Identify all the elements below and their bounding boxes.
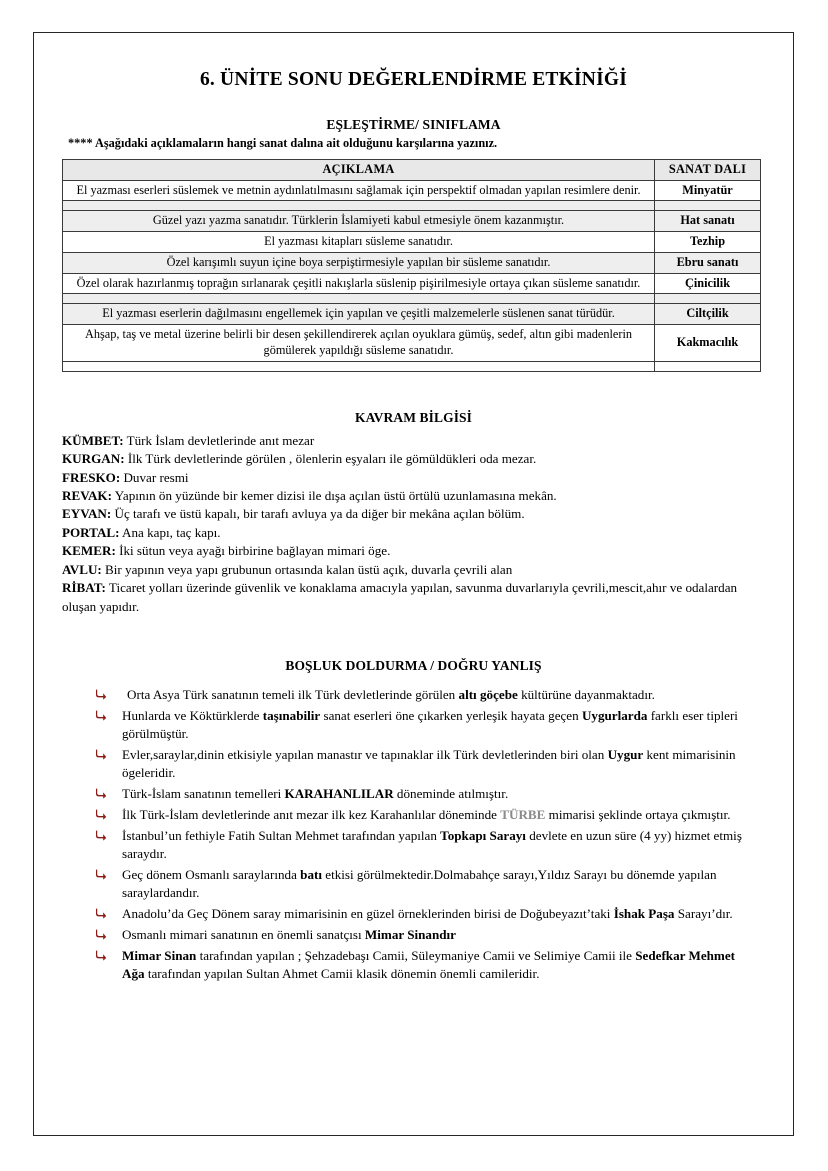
concept-term: RİBAT: [62,580,106,596]
concept-definition: İlk Türk devletlerinde görülen , ölenlerin eşyaları ile gömüldükleri oda mezar. [124,451,537,467]
list-item-text [122,867,717,900]
down-right-arrow-icon [96,865,107,880]
plain-text: tarafından yapılan Sultan Ahmet Camii klasik dönemin önemli camileridir. [144,966,540,982]
concept-entry [62,579,767,616]
plain-text: mimarisi şeklinde ortaya çıkmıştır. [545,807,731,823]
list-item [96,785,745,803]
down-right-arrow-icon [96,925,107,940]
concept-term: EYVAN: [62,506,112,522]
emphasis-text: İshak Paşa [613,906,675,922]
fill-in-blanks-list [56,686,771,983]
emphasis-text: Mimar Sinan [122,947,197,963]
table-row [63,273,761,294]
down-right-arrow-icon [96,685,107,700]
column-header-art: SANAT DALI [655,160,761,181]
section-heading-fill: BOŞLUK DOLDURMA / DOĞRU YANLIŞ [285,658,542,674]
plain-text: Osmanlı mimari sanatının en önemli sanatçısı [122,927,365,943]
emphasis-text: taşınabilir [262,707,321,723]
plain-text: kültürüne dayanmaktadır. [517,687,655,703]
concept-term: PORTAL: [62,524,120,540]
cell-art-branch: Minyatür [655,180,761,201]
list-item [96,827,745,864]
table-row [63,232,761,253]
emphasis-text: Uygurlarda [581,707,648,723]
matching-table-wrapper [56,159,771,372]
cell-art-branch: Ciltçilik [655,304,761,325]
concept-definition: Duvar resmi [120,469,189,485]
concept-term: KÜMBET: [62,432,124,448]
concept-term: REVAK: [62,487,112,503]
plain-text: sanat eserleri öne çıkarken yerleşik hayata geçen [320,707,582,723]
list-item-text [122,906,733,921]
emphasis-text: batı [300,867,322,883]
list-item [96,707,745,744]
down-right-arrow-icon [96,904,107,919]
page-frame [33,32,794,1136]
cell-art-branch: Çinicilik [655,273,761,294]
down-right-arrow-icon [96,946,107,961]
list-item-text [122,786,508,801]
plain-text: Evler,saraylar,dinin etkisiyle yapılan manastır ve tapınaklar ilk Türk devletlerinden biri olan [122,747,608,763]
plain-text: Geç dönem Osmanlı saraylarında [122,867,301,883]
table-row [63,211,761,232]
list-item-text [122,927,456,942]
page-content [34,33,793,1135]
cell-art-branch: Hat sanatı [655,211,761,232]
table-spacer-row [63,361,761,371]
list-item-text [122,687,655,702]
emphasis-text: Sedefkar Mehmet Ağa [122,947,736,982]
concept-definition: Bir yapının veya yapı grubunun ortasında kalan üstü açık, duvarla çevrili alan [101,561,513,577]
emphasis-text: Topkapı Sarayı [440,827,526,843]
plain-text: farklı eser tipleri görülmüştür. [122,707,738,742]
plain-text: tarafından yapılan ; Şehzadebaşı Camii, Süleymaniye Camii ve Selimiye Camii ile [196,947,636,963]
table-spacer-row [63,294,761,304]
list-item [96,905,745,923]
concept-term: KURGAN: [62,451,125,467]
plain-text: Türk-İslam sanatının temelleri [122,786,285,802]
emphasis-text: altı göçebe [458,687,518,703]
concept-entry [62,450,767,468]
table-row [63,325,761,361]
concept-definition: İki sütun veya ayağı birbirine bağlayan mimari öge. [115,543,391,559]
table-header-row [63,160,761,181]
emphasis-text: Uygur [607,747,644,763]
matching-table [62,159,761,372]
table-row [63,304,761,325]
cell-description: Özel olarak hazırlanmış toprağın sırlanarak çeşitli nakışlarla süslenip pişirilmesiyle ortaya çıkan süsleme sanatıdır. [63,273,655,294]
column-header-description: AÇIKLAMA [63,160,655,181]
list-item [96,926,745,944]
concept-entry [62,542,767,560]
concept-definition: Üç tarafı ve üstü kapalı, bir tarafı avluya ya da diğer bir mekâna açılan bölüm. [111,506,525,522]
concept-term: AVLU: [62,561,102,577]
plain-text: devlete en uzun süre (4 yy) hizmet etmiş saraydır. [122,827,742,862]
section-heading-concepts: KAVRAM BİLGİSİ [354,409,473,425]
concept-entry [62,432,767,450]
plain-text: Hunlarda ve Köktürklerde [122,707,263,723]
down-right-arrow-icon [96,706,107,721]
concept-definition: Yapının ön yüzünde bir kemer dizisi ile dışa açılan üstü örtülü uzunlamasına mekân. [111,487,557,503]
list-item [96,947,745,984]
concept-term: FRESKO: [62,469,121,485]
concept-entry [62,487,767,505]
concept-definition: Ticaret yolları üzerinde güvenlik ve konaklama amacıyla yapılan, savunma duvarlarıyla çevrili,mescit,ahır ve odalardan oluşan yapıdır. [62,580,738,614]
table-row [63,252,761,273]
cell-art-branch: Tezhip [655,232,761,253]
list-item [96,866,745,903]
list-item-text [122,747,736,780]
faded-text: TÜRBE [500,807,546,823]
section-heading-matching: EŞLEŞTİRME/ SINIFLAMA [326,117,501,132]
list-item [96,746,745,783]
plain-text: İstanbul’un fethiyle Fatih Sultan Mehmet tarafından yapılan [122,827,441,843]
concept-entry [62,469,767,487]
down-right-arrow-icon [96,784,107,799]
list-item [96,686,745,704]
concept-entry [62,561,767,579]
plain-text: Anadolu’da Geç Dönem saray mimarisinin en güzel örneklerinden birisi de Doğubeyazıt’taki [122,906,614,922]
list-item-text [122,807,730,822]
list-item [96,806,745,824]
matching-instruction: **** Aşağıdaki açıklamaların hangi sanat dalına ait olduğunu karşılarına yazınız. [68,136,498,150]
plain-text: etkisi görülmektedir.Dolmabahçe sarayı,Yıldız Sarayı bu dönemde yapılan saraylardandır. [122,867,717,901]
plain-text: İlk Türk-İslam devletlerinde anıt mezar ilk kez Karahanlılar döneminde [122,807,501,823]
down-right-arrow-icon [96,805,107,820]
plain-text: döneminde atılmıştır. [393,786,509,802]
table-spacer-row [63,201,761,211]
cell-description: Güzel yazı yazma sanatıdır. Türklerin İslamiyeti kabul etmesiyle önem kazanmıştır. [63,211,655,232]
cell-description: El yazması kitapları süsleme sanatıdır. [63,232,655,253]
down-right-arrow-icon [96,745,107,760]
cell-description: El yazması eserlerin dağılmasını engellemek için yapılan ve çeşitli malzemelerle süslenen sanat türüdür. [63,304,655,325]
concept-entry [62,524,767,542]
list-item-text [122,708,738,741]
cell-art-branch: Ebru sanatı [655,252,761,273]
table-row [63,180,761,201]
concept-definition: Ana kapı, taç kapı. [119,524,221,540]
list-item-text [122,948,735,981]
cell-art-branch: Kakmacılık [655,325,761,361]
down-right-arrow-icon [96,826,107,841]
plain-text: kent mimarisinin ögeleridir. [122,747,736,781]
plain-text: Orta Asya Türk sanatının temeli ilk Türk devletlerinde görülen [127,687,459,703]
cell-description: Özel karışımlı suyun içine boya serpiştirmesiyle yapılan bir süsleme sanatıdır. [63,252,655,273]
concept-term: KEMER: [62,543,116,559]
plain-text: Sarayı’dır. [674,906,733,922]
concept-definition: Türk İslam devletlerinde anıt mezar [123,432,315,448]
concepts-list [56,432,771,617]
list-item-text [122,828,742,861]
cell-description: Ahşap, taş ve metal üzerine belirli bir desen şekillendirerek açılan oyuklara gümüş, sedef, altın gibi madenlerin gömülerek yapıldığı süsleme sanatıdır. [63,325,655,361]
page-title: 6. ÜNİTE SONU DEĞERLENDİRME ETKİNİĞİ [199,69,628,90]
concept-entry [62,505,767,523]
emphasis-text: KARAHANLILAR [284,786,394,802]
cell-description: El yazması eserleri süslemek ve metnin aydınlatılmasını sağlamak için perspektif olmadan yapılan resimlere denir. [63,180,655,201]
emphasis-text: Mimar Sinandır [364,927,456,943]
